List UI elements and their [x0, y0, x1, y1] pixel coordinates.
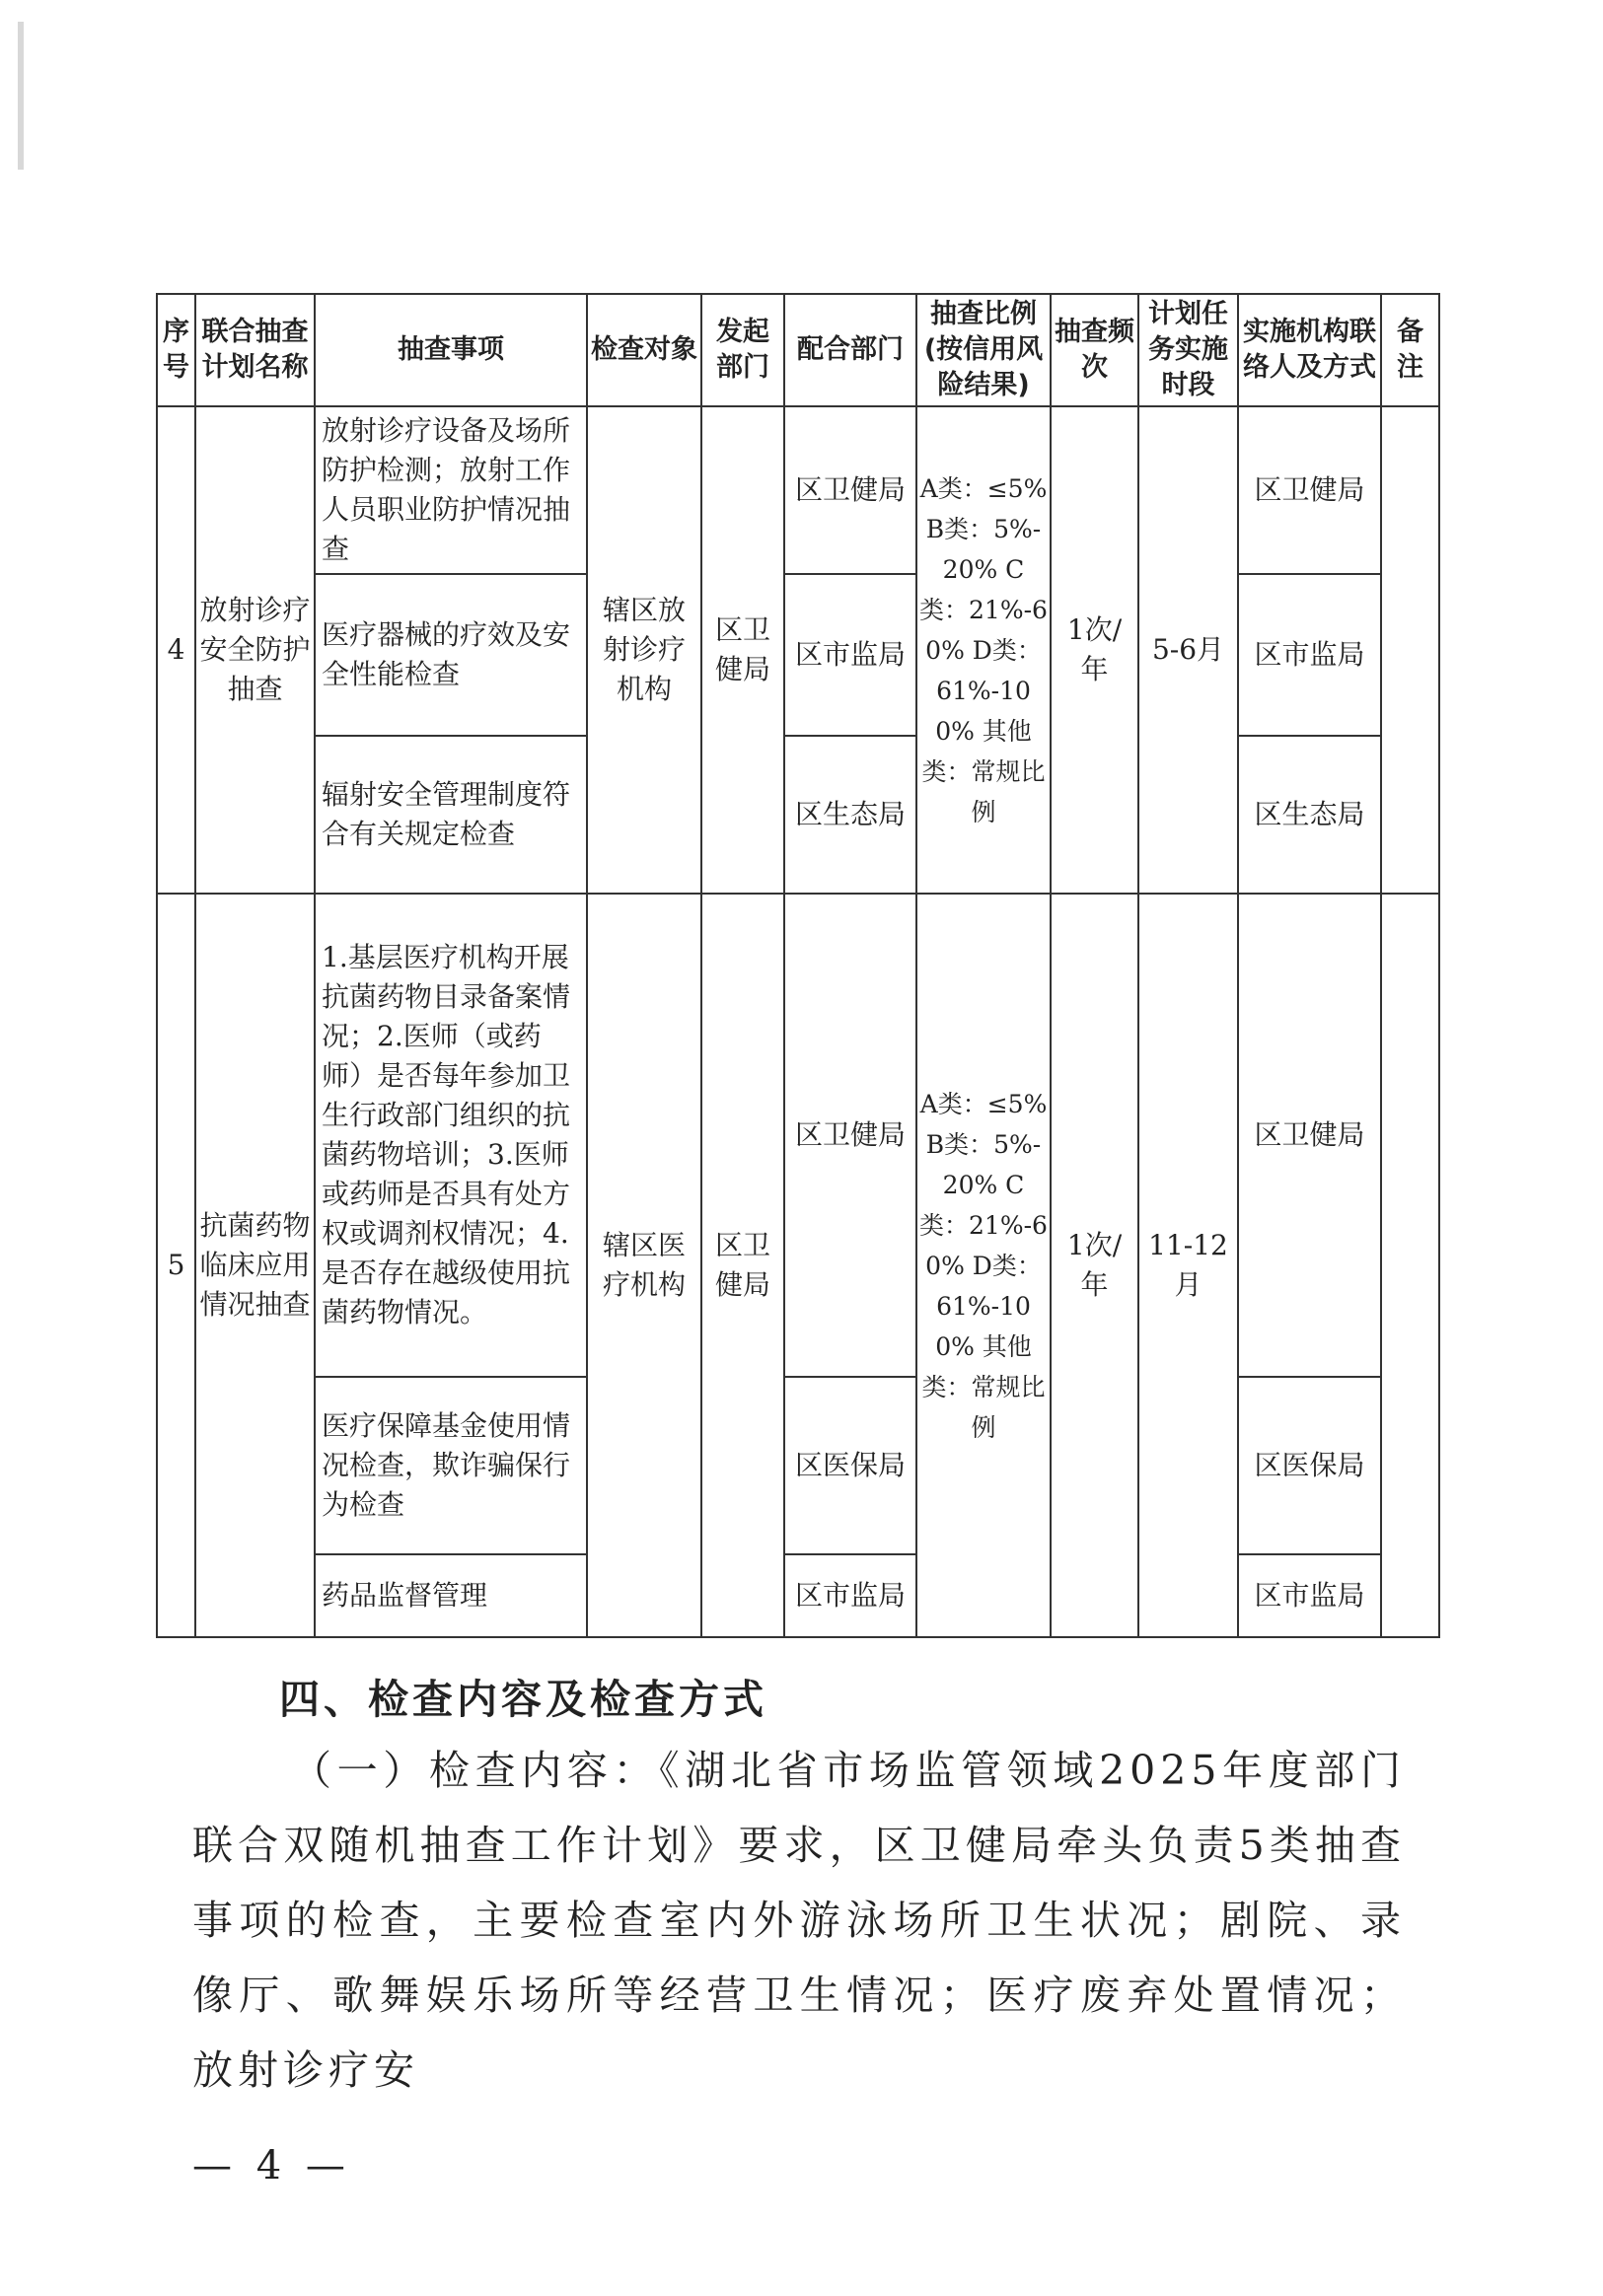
- table-row: [157, 574, 1439, 736]
- target-cell: 辖区医疗机构: [587, 894, 701, 1637]
- header-plan-name: 联合抽查计划名称: [195, 294, 315, 406]
- target-cell: 辖区放射诊疗机构: [587, 406, 701, 894]
- header-period: 计划任务实施时段: [1138, 294, 1238, 406]
- initiator-cell: 区卫健局: [701, 894, 784, 1637]
- item-cell: 1.基层医疗机构开展抗菌药物目录备案情况；2.医师（或药师）是否每年参加卫生行政部门组织的抗菌药物培训；3.医师或药师是否具有处方权或调剂权情况；4.是否存在越级使用抗菌药物情况。: [315, 894, 587, 1377]
- seq-cell: 4: [157, 406, 195, 894]
- ratio-cell: A类：≤5% B类：5%-20% C类：21%-60% D类：61%-100% 其他类：常规比例: [916, 406, 1051, 894]
- header-contact: 实施机构联络人及方式: [1238, 294, 1381, 406]
- header-initiator: 发起部门: [701, 294, 784, 406]
- section-heading: 四、检查内容及检查方式: [279, 1676, 767, 1723]
- body-paragraph: （一）检查内容：《湖北省市场监管领域2025年度部门联合双随机抽查工作计划》要求，区卫健局牵头负责5类抽查事项的检查，主要检查室内外游泳场所卫生状况；剧院、录像厅、歌舞娱乐场所等经营卫生情况；医疗废弃处置情况；放射诊疗安: [192, 1747, 1406, 2094]
- contact-cell: 区卫健局: [1238, 894, 1381, 1377]
- item-cell: 放射诊疗设备及场所防护检测；放射工作人员职业防护情况抽查: [315, 406, 587, 574]
- cooperator-cell: 区生态局: [784, 736, 916, 894]
- table-row: [157, 736, 1439, 894]
- header-items: 抽查事项: [315, 294, 587, 406]
- remark-cell: [1381, 406, 1439, 894]
- contact-cell: 区生态局: [1238, 736, 1381, 894]
- frequency-cell: 1次/年: [1051, 406, 1138, 894]
- item-cell: 医疗保障基金使用情况检查，欺诈骗保行为检查: [315, 1377, 587, 1554]
- table-row: [157, 894, 1439, 1377]
- cooperator-cell: 区市监局: [784, 574, 916, 736]
- table-row: [157, 406, 1439, 574]
- period-cell: 5-6月: [1138, 406, 1238, 894]
- initiator-cell: 区卫健局: [701, 406, 784, 894]
- period-cell: 11-12月: [1138, 894, 1238, 1637]
- ratio-cell: A类：≤5% B类：5%-20% C类：21%-60% D类：61%-100% 其他类：常规比例: [916, 894, 1051, 1637]
- header-remark: 备注: [1381, 294, 1439, 406]
- header-frequency: 抽查频次: [1051, 294, 1138, 406]
- plan-name-cell: 抗菌药物临床应用情况抽查: [195, 894, 315, 1637]
- contact-cell: 区医保局: [1238, 1377, 1381, 1554]
- scan-edge-mark: [18, 22, 24, 170]
- table-row: [157, 1554, 1439, 1637]
- cooperator-cell: 区卫健局: [784, 406, 916, 574]
- item-cell: 辐射安全管理制度符合有关规定检查: [315, 736, 587, 894]
- page-number: — 4 —: [192, 2143, 351, 2188]
- contact-cell: 区卫健局: [1238, 406, 1381, 574]
- header-ratio: 抽查比例(按信用风险结果): [916, 294, 1051, 406]
- joint-inspection-table: [156, 293, 1440, 1638]
- header-seq: 序号: [157, 294, 195, 406]
- header-cooperator: 配合部门: [784, 294, 916, 406]
- contact-cell: 区市监局: [1238, 1554, 1381, 1637]
- contact-cell: 区市监局: [1238, 574, 1381, 736]
- cooperator-cell: 区医保局: [784, 1377, 916, 1554]
- plan-name-cell: 放射诊疗安全防护抽查: [195, 406, 315, 894]
- item-cell: 药品监督管理: [315, 1554, 587, 1637]
- cooperator-cell: 区卫健局: [784, 894, 916, 1377]
- remark-cell: [1381, 894, 1439, 1637]
- table-row: [157, 1377, 1439, 1554]
- header-target: 检查对象: [587, 294, 701, 406]
- item-cell: 医疗器械的疗效及安全性能检查: [315, 574, 587, 736]
- cooperator-cell: 区市监局: [784, 1554, 916, 1637]
- frequency-cell: 1次/年: [1051, 894, 1138, 1637]
- seq-cell: 5: [157, 894, 195, 1637]
- table-header-row: [157, 294, 1439, 406]
